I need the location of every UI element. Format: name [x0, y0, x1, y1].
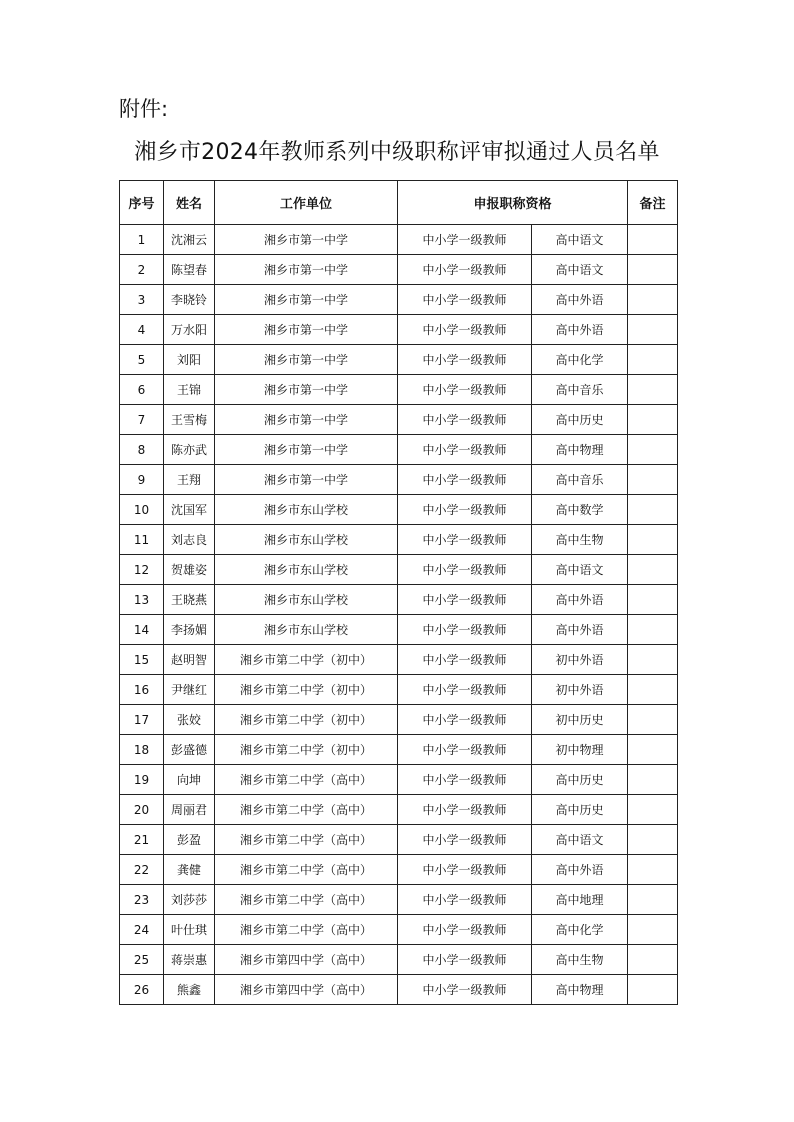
row-index: 9 — [120, 465, 164, 495]
table-header — [120, 181, 678, 225]
row-remark — [628, 315, 678, 345]
row-remark — [628, 225, 678, 255]
row-remark — [628, 585, 678, 615]
row-subject: 高中语文 — [532, 555, 628, 585]
row-remark — [628, 555, 678, 585]
row-index: 4 — [120, 315, 164, 345]
row-subject: 高中化学 — [532, 345, 628, 375]
row-remark — [628, 975, 678, 1005]
row-name: 彭盈 — [164, 825, 215, 855]
row-name: 叶仕琪 — [164, 915, 215, 945]
row-title-level: 中小学一级教师 — [398, 645, 532, 675]
row-remark — [628, 945, 678, 975]
row-unit: 湘乡市第二中学（高中） — [215, 825, 398, 855]
row-subject: 初中外语 — [532, 675, 628, 705]
table-row — [120, 225, 678, 255]
row-remark — [628, 825, 678, 855]
row-title-level: 中小学一级教师 — [398, 585, 532, 615]
row-title-level: 中小学一级教师 — [398, 315, 532, 345]
row-name: 陈望春 — [164, 255, 215, 285]
row-title-level: 中小学一级教师 — [398, 825, 532, 855]
row-index: 7 — [120, 405, 164, 435]
row-name: 熊鑫 — [164, 975, 215, 1005]
row-name: 张姣 — [164, 705, 215, 735]
row-index: 24 — [120, 915, 164, 945]
row-subject: 初中外语 — [532, 645, 628, 675]
row-title-level: 中小学一级教师 — [398, 615, 532, 645]
row-unit: 湘乡市第二中学（初中） — [215, 645, 398, 675]
row-index: 15 — [120, 645, 164, 675]
row-unit: 湘乡市第一中学 — [215, 285, 398, 315]
header-name: 姓名 — [164, 181, 215, 225]
row-title-level: 中小学一级教师 — [398, 915, 532, 945]
row-name: 陈亦武 — [164, 435, 215, 465]
row-unit: 湘乡市第一中学 — [215, 255, 398, 285]
row-title-level: 中小学一级教师 — [398, 765, 532, 795]
table-row — [120, 465, 678, 495]
row-subject: 高中外语 — [532, 315, 628, 345]
row-title-level: 中小学一级教师 — [398, 495, 532, 525]
row-index: 26 — [120, 975, 164, 1005]
row-index: 21 — [120, 825, 164, 855]
row-title-level: 中小学一级教师 — [398, 975, 532, 1005]
row-unit: 湘乡市第一中学 — [215, 315, 398, 345]
table-row — [120, 345, 678, 375]
row-title-level: 中小学一级教师 — [398, 285, 532, 315]
table-row — [120, 615, 678, 645]
row-subject: 高中历史 — [532, 795, 628, 825]
row-unit: 湘乡市第二中学（高中） — [215, 795, 398, 825]
row-unit: 湘乡市第二中学（高中） — [215, 765, 398, 795]
row-name: 向坤 — [164, 765, 215, 795]
candidate-table — [119, 180, 678, 1005]
table-row — [120, 945, 678, 975]
row-remark — [628, 765, 678, 795]
table-row — [120, 765, 678, 795]
row-remark — [628, 375, 678, 405]
row-unit: 湘乡市东山学校 — [215, 585, 398, 615]
row-unit: 湘乡市第二中学（高中） — [215, 885, 398, 915]
row-name: 赵明智 — [164, 645, 215, 675]
row-name: 刘志良 — [164, 525, 215, 555]
row-subject: 高中历史 — [532, 405, 628, 435]
header-unit: 工作单位 — [215, 181, 398, 225]
row-unit: 湘乡市第一中学 — [215, 435, 398, 465]
row-subject: 高中外语 — [532, 285, 628, 315]
row-remark — [628, 405, 678, 435]
row-subject: 高中化学 — [532, 915, 628, 945]
row-unit: 湘乡市第四中学（高中） — [215, 975, 398, 1005]
table-row — [120, 705, 678, 735]
row-remark — [628, 285, 678, 315]
row-unit: 湘乡市第四中学（高中） — [215, 945, 398, 975]
row-index: 6 — [120, 375, 164, 405]
row-subject: 高中音乐 — [532, 465, 628, 495]
header-index: 序号 — [120, 181, 164, 225]
header-remark: 备注 — [628, 181, 678, 225]
document-title: 湘乡市2024年教师系列中级职称评审拟通过人员名单 — [134, 140, 660, 165]
row-unit: 湘乡市第二中学（初中） — [215, 675, 398, 705]
row-remark — [628, 435, 678, 465]
row-index: 20 — [120, 795, 164, 825]
row-unit: 湘乡市东山学校 — [215, 495, 398, 525]
row-name: 贺雄姿 — [164, 555, 215, 585]
table-body — [120, 225, 678, 1005]
table-row — [120, 555, 678, 585]
row-remark — [628, 465, 678, 495]
row-remark — [628, 345, 678, 375]
row-index: 22 — [120, 855, 164, 885]
table-row — [120, 975, 678, 1005]
row-subject: 高中外语 — [532, 855, 628, 885]
row-name: 沈湘云 — [164, 225, 215, 255]
row-remark — [628, 675, 678, 705]
row-title-level: 中小学一级教师 — [398, 555, 532, 585]
row-name: 蒋崇惠 — [164, 945, 215, 975]
table-row — [120, 645, 678, 675]
table-row — [120, 675, 678, 705]
row-name: 李扬媚 — [164, 615, 215, 645]
row-title-level: 中小学一级教师 — [398, 945, 532, 975]
table-row — [120, 285, 678, 315]
row-title-level: 中小学一级教师 — [398, 885, 532, 915]
row-name: 刘阳 — [164, 345, 215, 375]
row-title-level: 中小学一级教师 — [398, 705, 532, 735]
row-title-level: 中小学一级教师 — [398, 735, 532, 765]
row-remark — [628, 495, 678, 525]
row-unit: 湘乡市第一中学 — [215, 375, 398, 405]
row-unit: 湘乡市第二中学（初中） — [215, 735, 398, 765]
table-row — [120, 585, 678, 615]
row-unit: 湘乡市第一中学 — [215, 345, 398, 375]
row-subject: 初中物理 — [532, 735, 628, 765]
row-name: 王翔 — [164, 465, 215, 495]
row-subject: 高中地理 — [532, 885, 628, 915]
row-subject: 高中物理 — [532, 435, 628, 465]
row-subject: 高中音乐 — [532, 375, 628, 405]
row-name: 刘莎莎 — [164, 885, 215, 915]
row-remark — [628, 915, 678, 945]
row-title-level: 中小学一级教师 — [398, 855, 532, 885]
row-unit: 湘乡市第一中学 — [215, 465, 398, 495]
row-index: 10 — [120, 495, 164, 525]
row-index: 12 — [120, 555, 164, 585]
row-remark — [628, 795, 678, 825]
row-subject: 初中历史 — [532, 705, 628, 735]
table-row — [120, 495, 678, 525]
row-unit: 湘乡市第一中学 — [215, 225, 398, 255]
row-index: 1 — [120, 225, 164, 255]
row-remark — [628, 705, 678, 735]
row-unit: 湘乡市第二中学（高中） — [215, 855, 398, 885]
row-subject: 高中物理 — [532, 975, 628, 1005]
row-title-level: 中小学一级教师 — [398, 345, 532, 375]
row-index: 17 — [120, 705, 164, 735]
row-subject: 高中语文 — [532, 825, 628, 855]
row-subject: 高中外语 — [532, 615, 628, 645]
table-row — [120, 255, 678, 285]
row-unit: 湘乡市第二中学（初中） — [215, 705, 398, 735]
row-index: 5 — [120, 345, 164, 375]
table-row — [120, 825, 678, 855]
row-index: 8 — [120, 435, 164, 465]
table-row — [120, 375, 678, 405]
row-index: 18 — [120, 735, 164, 765]
row-subject: 高中外语 — [532, 585, 628, 615]
table-row — [120, 405, 678, 435]
row-index: 19 — [120, 765, 164, 795]
row-name: 彭盛德 — [164, 735, 215, 765]
row-unit: 湘乡市东山学校 — [215, 615, 398, 645]
row-name: 龚健 — [164, 855, 215, 885]
table-row — [120, 315, 678, 345]
row-subject: 高中数学 — [532, 495, 628, 525]
row-index: 23 — [120, 885, 164, 915]
table-row — [120, 885, 678, 915]
row-index: 13 — [120, 585, 164, 615]
row-title-level: 中小学一级教师 — [398, 375, 532, 405]
row-title-level: 中小学一级教师 — [398, 435, 532, 465]
row-unit: 湘乡市第一中学 — [215, 405, 398, 435]
row-remark — [628, 735, 678, 765]
row-subject: 高中语文 — [532, 255, 628, 285]
row-index: 3 — [120, 285, 164, 315]
row-index: 14 — [120, 615, 164, 645]
row-subject: 高中历史 — [532, 765, 628, 795]
row-remark — [628, 615, 678, 645]
row-title-level: 中小学一级教师 — [398, 255, 532, 285]
row-name: 李晓铃 — [164, 285, 215, 315]
row-index: 25 — [120, 945, 164, 975]
attachment-label: 附件: — [119, 97, 169, 121]
row-name: 王雪梅 — [164, 405, 215, 435]
row-subject: 高中生物 — [532, 525, 628, 555]
row-unit: 湘乡市东山学校 — [215, 555, 398, 585]
row-name: 王锦 — [164, 375, 215, 405]
row-index: 11 — [120, 525, 164, 555]
row-name: 沈国军 — [164, 495, 215, 525]
row-name: 尹继红 — [164, 675, 215, 705]
row-name: 周丽君 — [164, 795, 215, 825]
table-row — [120, 795, 678, 825]
row-remark — [628, 255, 678, 285]
table-row — [120, 915, 678, 945]
row-title-level: 中小学一级教师 — [398, 465, 532, 495]
row-title-level: 中小学一级教师 — [398, 405, 532, 435]
row-index: 16 — [120, 675, 164, 705]
row-title-level: 中小学一级教师 — [398, 225, 532, 255]
row-name: 万水阳 — [164, 315, 215, 345]
table-row — [120, 435, 678, 465]
row-subject: 高中语文 — [532, 225, 628, 255]
table-row — [120, 525, 678, 555]
row-remark — [628, 855, 678, 885]
row-remark — [628, 645, 678, 675]
row-title-level: 中小学一级教师 — [398, 525, 532, 555]
row-unit: 湘乡市东山学校 — [215, 525, 398, 555]
row-subject: 高中生物 — [532, 945, 628, 975]
header-row — [120, 181, 678, 225]
row-name: 王晓燕 — [164, 585, 215, 615]
row-remark — [628, 525, 678, 555]
row-index: 2 — [120, 255, 164, 285]
table-row — [120, 735, 678, 765]
row-unit: 湘乡市第二中学（高中） — [215, 915, 398, 945]
row-title-level: 中小学一级教师 — [398, 675, 532, 705]
row-remark — [628, 885, 678, 915]
header-qualification: 申报职称资格 — [398, 181, 628, 225]
table-row — [120, 855, 678, 885]
row-title-level: 中小学一级教师 — [398, 795, 532, 825]
